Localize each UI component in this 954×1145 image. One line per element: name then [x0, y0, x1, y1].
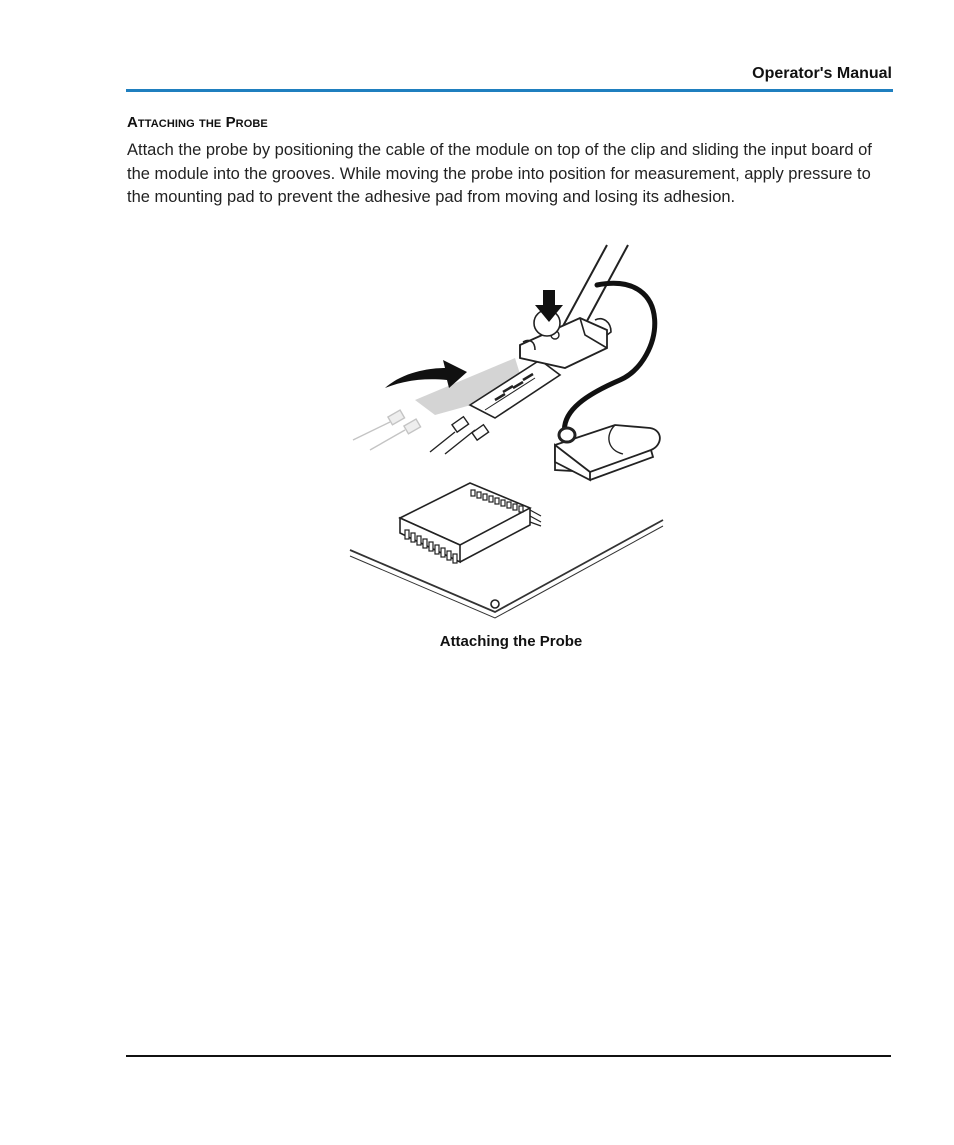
probe-illustration-svg [345, 240, 675, 625]
figure-caption: Attaching the Probe [439, 633, 583, 650]
section-heading: Attaching the Probe [127, 114, 268, 131]
header-rule [126, 89, 893, 92]
footer-rule [126, 1055, 891, 1057]
body-paragraph: Attach the probe by positioning the cable of the module on top of the clip and sliding the input board of the module into the grooves. While moving the probe into position for measurement, apply pressure to the mounting pad to prevent the adhesive pad from moving and losing its adhesion. [127, 141, 872, 206]
probe-attachment-illustration [345, 240, 675, 625]
running-header-title: Operator's Manual [752, 65, 892, 82]
